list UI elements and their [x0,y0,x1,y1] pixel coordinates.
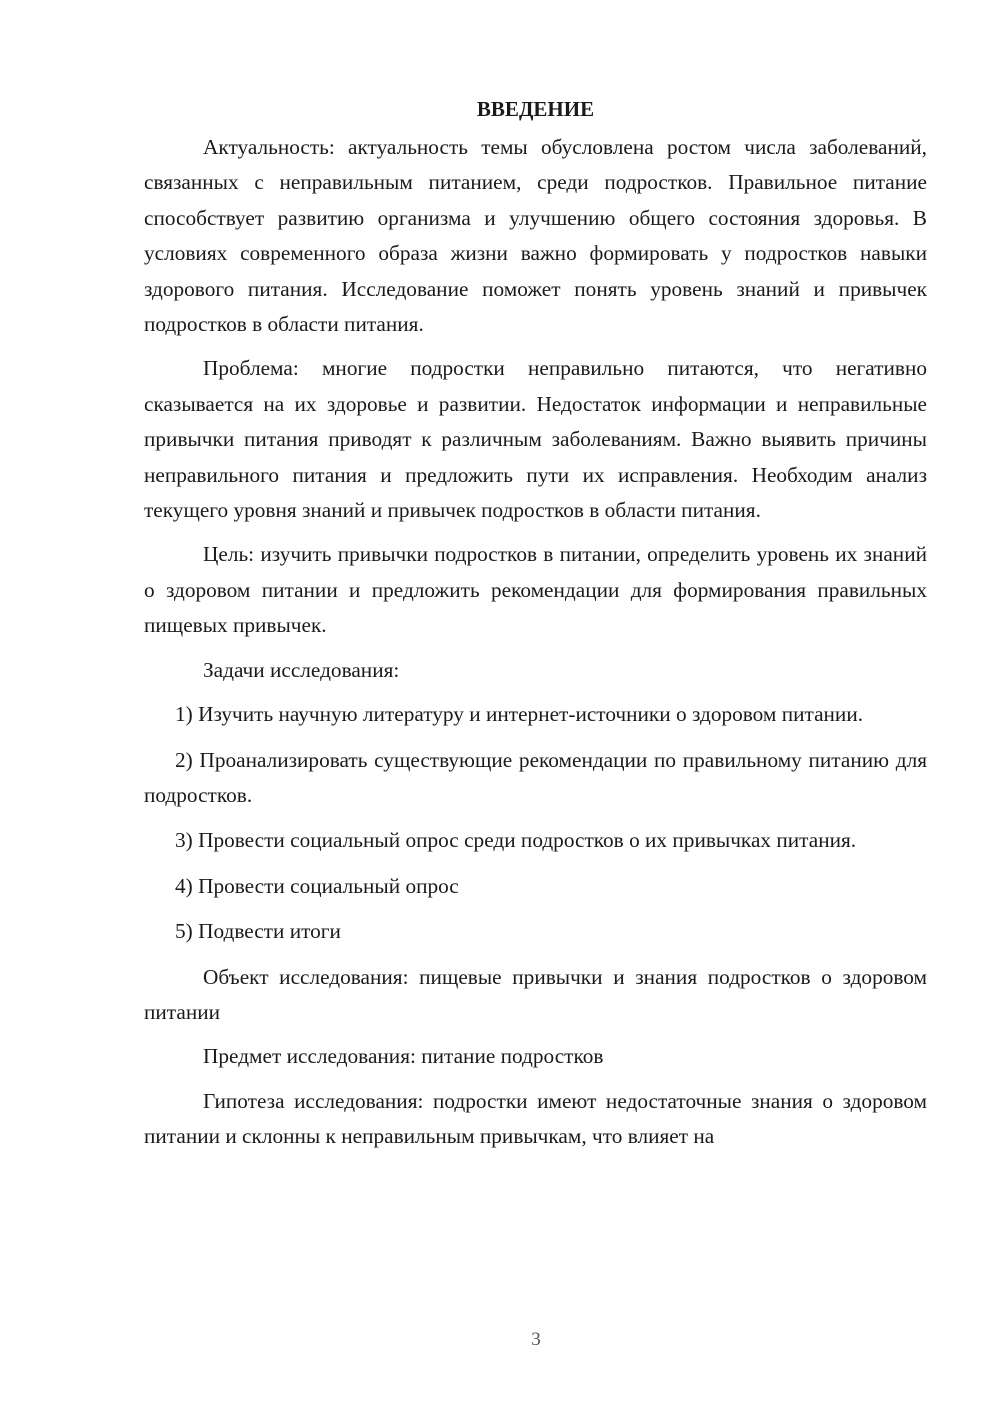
paragraph-problem: Проблема: многие подростки неправильно питаются, что негативно сказывается на их здоровье и развитии. Недостаток информации и неправильные привычки питания приводят к различным заболеваниям. Важно выявить причины неправильного питания и предложить пути их исправления. Необходим анализ текущего уровня знаний и привычек подростков в области питания. [144,356,927,523]
task-item-3: 3) Провести социальный опрос среди подростков о их привычках питания. [175,828,857,853]
task-item-1: 1) Изучить научную литературу и интернет-источники о здоровом питании. [175,702,864,727]
section-title: ВВЕДЕНИЕ [476,97,595,121]
page-number: 3 [531,1329,541,1350]
paragraph-object: Объект исследования: пищевые привычки и знания подростков о здоровом питании [144,964,927,1024]
task-item-4: 4) Провести социальный опрос [175,873,459,898]
paragraph-relevance: Актуальность: актуальность темы обусловлена ростом числа заболеваний, связанных с неправильным питанием, среди подростков. Правильное питание способствует развитию организма и улучшению общего состояния здоровья. В условиях современного образа жизни важно формировать у подростков навыки здорового питания. Исследование поможет понять уровень знаний и привычек подростков в области питания. [144,135,927,337]
paragraph-goal: Цель: изучить привычки подростков в питании, определить уровень их знаний о здоровом питании и предложить рекомендации для формирования правильных пищевых привычек. [144,542,927,638]
task-item-5: 5) Подвести итоги [175,919,341,944]
paragraph-hypothesis: Гипотеза исследования: подростки имеют недостаточные знания о здоровом питании и склонны к неправильным привычкам, что влияет на [144,1088,927,1149]
paragraph-subject: Предмет исследования: питание подростков [203,1044,604,1069]
tasks-heading: Задачи исследования: [203,657,400,682]
document-body [144,92,927,1164]
task-item-2: 2) Проанализировать существующие рекомендации по правильному питанию для подростков. [144,747,927,807]
